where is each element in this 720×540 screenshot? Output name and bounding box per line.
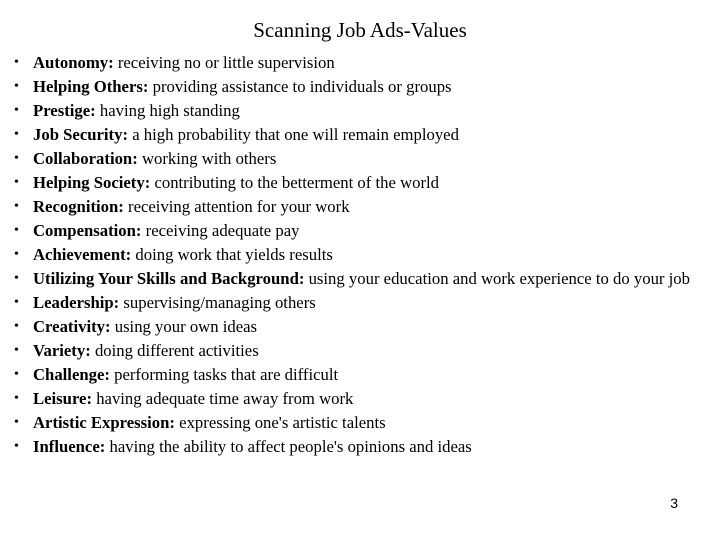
value-description: working with others xyxy=(137,149,277,168)
value-description: providing assistance to individuals or groups xyxy=(148,77,452,96)
value-term: Job Security: xyxy=(33,125,129,144)
value-term: Leadership: xyxy=(33,293,120,312)
value-term: Artistic Expression: xyxy=(33,413,175,432)
list-item-prestige xyxy=(0,99,720,123)
bullet-icon: • xyxy=(14,247,19,262)
bullet-icon: • xyxy=(14,199,19,214)
bullet-icon: • xyxy=(14,223,19,238)
bullet-icon: • xyxy=(14,127,19,142)
list-item-job-security xyxy=(0,123,720,147)
list-item-compensation xyxy=(0,219,720,243)
list-item-leadership xyxy=(0,291,720,315)
value-description: receiving attention for your work xyxy=(123,197,350,216)
value-description: receiving no or little supervision xyxy=(113,53,335,72)
value-term: Challenge: xyxy=(33,365,110,384)
bullet-icon: • xyxy=(14,391,19,406)
value-description: using your own ideas xyxy=(110,317,258,336)
value-term: Leisure: xyxy=(33,389,93,408)
bullet-icon: • xyxy=(14,367,19,382)
value-term: Helping Society: xyxy=(33,173,151,192)
list-item-collaboration xyxy=(0,147,720,171)
value-description: having adequate time away from work xyxy=(92,389,354,408)
value-term: Influence: xyxy=(33,437,106,456)
value-description: having the ability to affect people's opinions and ideas xyxy=(105,437,472,456)
bullet-icon: • xyxy=(14,151,19,166)
list-item-creativity xyxy=(0,315,720,339)
bullet-icon: • xyxy=(14,439,19,454)
values-list xyxy=(0,51,720,459)
value-description: contributing to the betterment of the world xyxy=(150,173,439,192)
bullet-icon: • xyxy=(14,103,19,118)
list-item-artistic-expression xyxy=(0,411,720,435)
bullet-icon: • xyxy=(14,175,19,190)
slide-title: Scanning Job Ads-Values xyxy=(253,18,467,42)
bullet-icon: • xyxy=(14,295,19,310)
value-term: Creativity: xyxy=(33,317,111,336)
value-description: doing work that yields results xyxy=(131,245,333,264)
value-description: doing different activities xyxy=(90,341,259,360)
bullet-icon: • xyxy=(14,271,19,286)
value-description: supervising/managing others xyxy=(119,293,316,312)
bullet-icon: • xyxy=(14,79,19,94)
list-item-leisure xyxy=(0,387,720,411)
value-description: receiving adequate pay xyxy=(141,221,300,240)
value-description: expressing one's artistic talents xyxy=(175,413,386,432)
list-item-variety xyxy=(0,339,720,363)
list-item-achievement xyxy=(0,243,720,267)
value-description: a high probability that one will remain employed xyxy=(128,125,459,144)
list-item-utilizing-skills xyxy=(0,267,720,291)
bullet-icon: • xyxy=(14,319,19,334)
list-item-helping-society xyxy=(0,171,720,195)
value-term: Prestige: xyxy=(33,101,96,120)
list-item-recognition xyxy=(0,195,720,219)
value-term: Helping Others: xyxy=(33,77,149,96)
value-description: having high standing xyxy=(95,101,240,120)
list-item-helping-others xyxy=(0,75,720,99)
value-term: Compensation: xyxy=(33,221,142,240)
bullet-icon: • xyxy=(14,415,19,430)
bullet-icon: • xyxy=(14,55,19,70)
list-item-challenge xyxy=(0,363,720,387)
list-item-influence xyxy=(0,435,720,459)
page-number: 3 xyxy=(670,495,678,511)
list-item-autonomy xyxy=(0,51,720,75)
value-term: Autonomy: xyxy=(33,53,114,72)
value-description: using your education and work experience to do your job xyxy=(304,269,690,288)
value-term: Variety: xyxy=(33,341,91,360)
value-term: Recognition: xyxy=(33,197,124,216)
value-term: Utilizing Your Skills and Background: xyxy=(33,269,305,288)
value-description: performing tasks that are difficult xyxy=(109,365,339,384)
value-term: Collaboration: xyxy=(33,149,138,168)
value-term: Achievement: xyxy=(33,245,132,264)
bullet-icon: • xyxy=(14,343,19,358)
